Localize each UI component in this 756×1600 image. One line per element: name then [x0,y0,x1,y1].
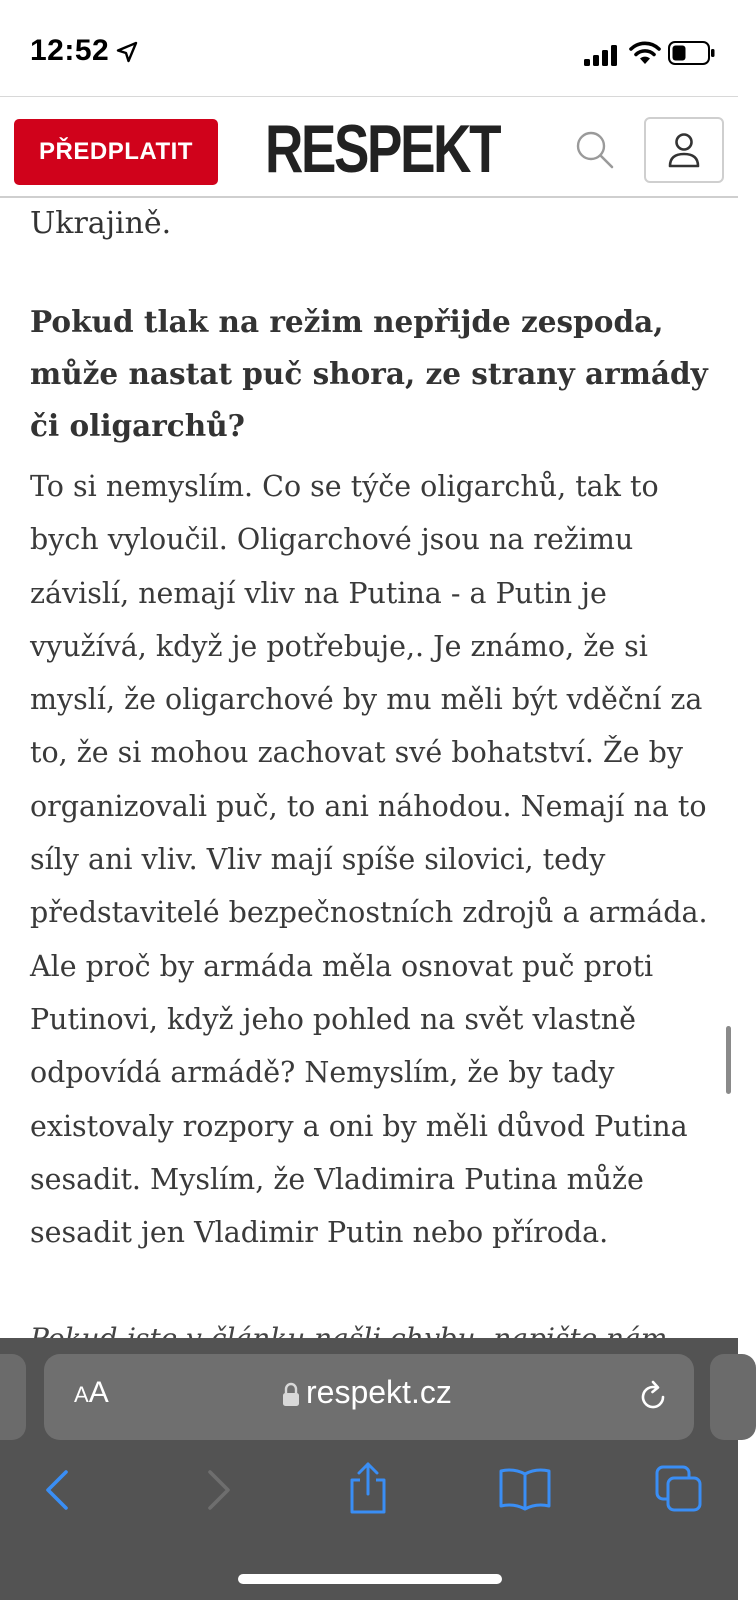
status-time: 12:52 [30,34,110,67]
account-button[interactable] [644,117,724,183]
cellular-signal-icon [584,44,620,66]
location-arrow-icon [115,40,139,64]
site-logo[interactable] [264,111,500,187]
next-tab-peek[interactable] [710,1354,756,1440]
logo-text: RESPEKT [264,111,500,187]
previous-tab-peek[interactable] [0,1354,26,1440]
bookmarks-icon[interactable] [498,1466,552,1512]
lock-icon [282,1382,300,1408]
battery-icon [668,40,716,66]
wifi-icon [628,40,662,66]
home-indicator[interactable] [238,1574,502,1584]
text-size-big: A [88,1376,109,1409]
search-icon[interactable] [574,129,616,171]
status-bar [0,0,738,96]
scroll-indicator[interactable] [726,1026,731,1094]
tabs-icon[interactable] [654,1464,704,1514]
site-header [0,96,738,198]
user-icon [667,131,701,169]
url-text: respekt.cz [306,1374,452,1410]
reload-icon[interactable] [634,1378,672,1416]
paragraph-tail: Ukrajině. [30,206,172,241]
share-icon[interactable] [346,1460,390,1516]
interview-answer: To si nemyslím. Co se týče oligarchů, tak to bych vyloučil. Oligarchové jsou na režimu závislí, nemají vliv na Putina - a Putin je využívá, když je potřebuje,. Je známo, že si myslí, že oligarchové by mu měli být vděční za to, že si mohou zachovat své bohatství. Že by organizovali puč, to ani náhodou. Nemají na to síly ani vliv. Vliv mají spíše silovici, tedy představitelé bezpečnostních zdrojů a armáda. Ale proč by armáda měla osnovat puč proti Putinovi, když jeho pohled na svět vlastně odpovídá armádě? Nemyslím, že by tady existovaly rozpory a oni by měli důvod Putina sesadit. Myslím, že Vladimira Putina může sesadit jen Vladimir Putin nebo příroda. [30,470,708,1250]
article-body [0,198,738,1338]
address-bar[interactable] [44,1354,694,1440]
browser-toolbar [0,1338,738,1600]
subscribe-button[interactable]: PŘEDPLATIT [14,119,218,185]
back-icon[interactable] [40,1468,76,1512]
text-size-button[interactable] [74,1376,109,1410]
interview-question: Pokud tlak na režim nepřijde zespoda, může nastat puč shora, ze strany armády či oligarchů? [30,304,708,443]
text-size-small: A [74,1382,89,1407]
forward-icon [200,1468,236,1512]
